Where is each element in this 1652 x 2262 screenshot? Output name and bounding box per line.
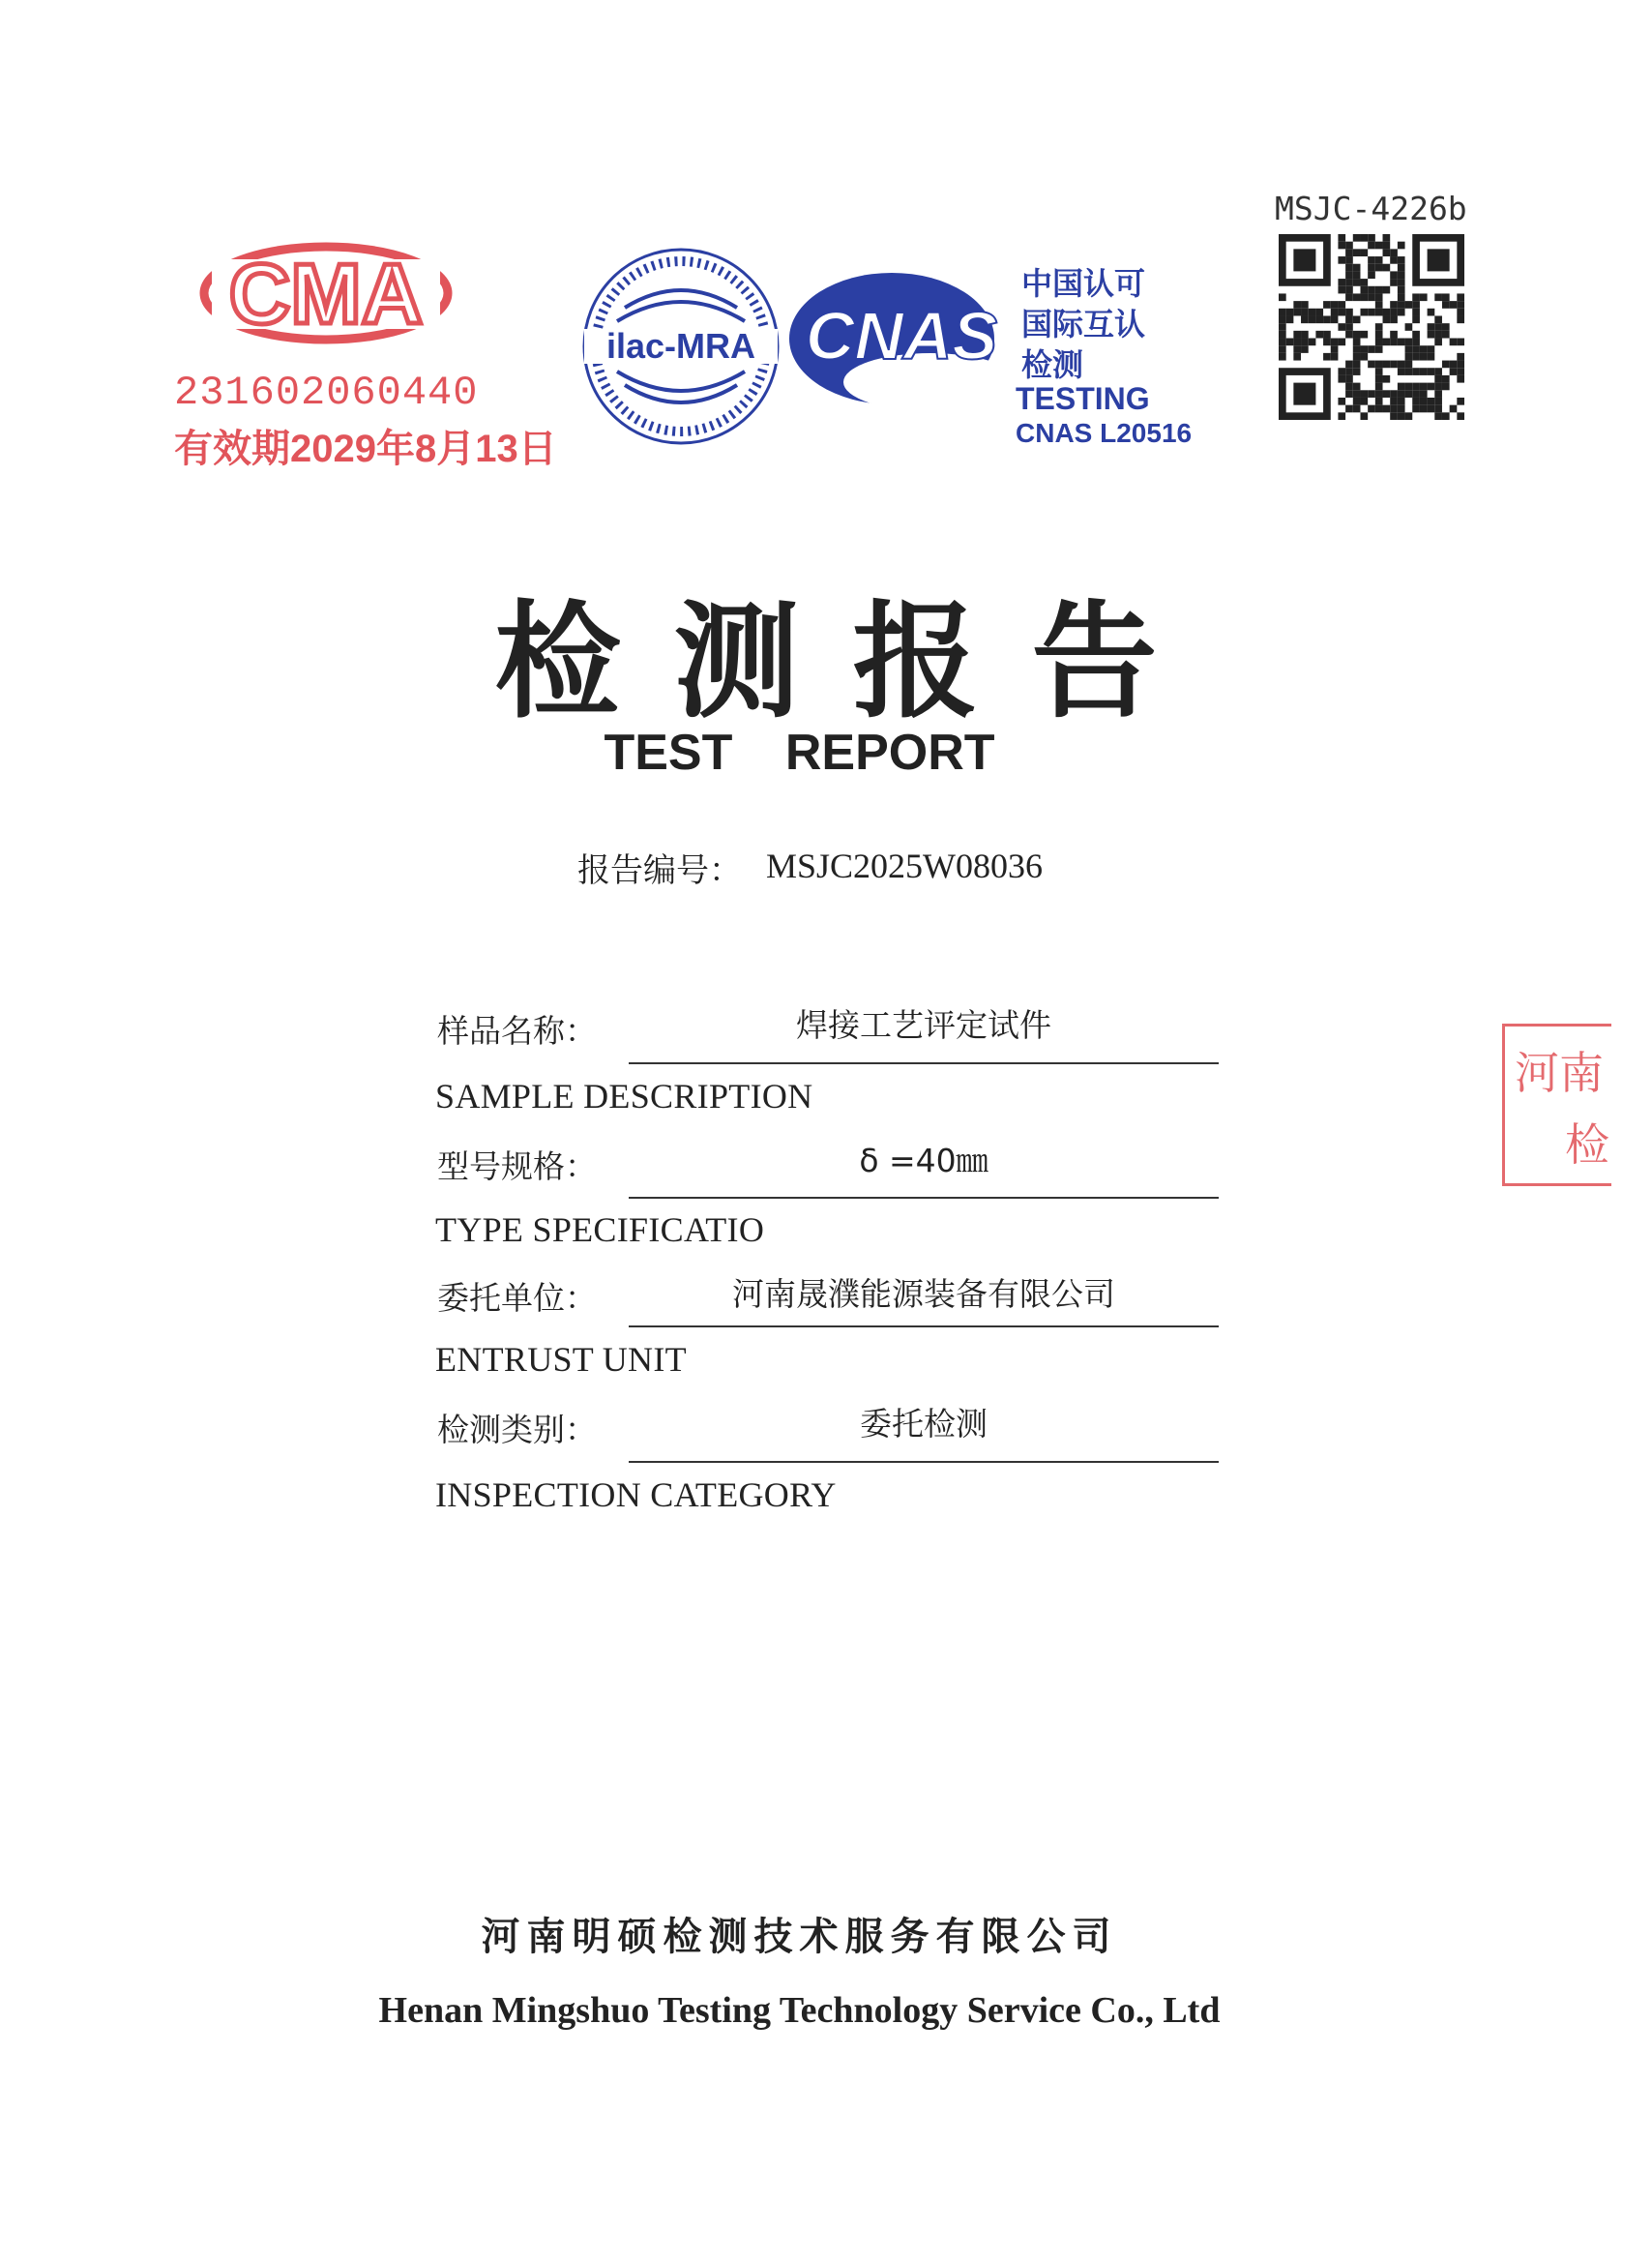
- inspection-category-label-cn: 检测类别：: [437, 1411, 597, 1448]
- side-stamp-line2: 检: [1565, 1118, 1609, 1171]
- cma-logo-text: CMA: [228, 246, 424, 342]
- cnas-logo-text: CNAS: [805, 298, 998, 373]
- title-en: TEST REPORT: [604, 725, 995, 781]
- type-specification-label: TYPE SPECIFICATIO: [435, 1210, 765, 1249]
- cma-logo: [198, 240, 455, 346]
- type-spec-label: 型号规格：: [437, 1147, 597, 1185]
- cma-number: 231602060440: [174, 370, 479, 416]
- cnas-cn-line1: 中国认可: [1021, 266, 1146, 301]
- sample-name-value: 焊接工艺评定试件: [796, 1006, 1051, 1044]
- entrust-unit-label-cn: 委托单位：: [437, 1279, 597, 1317]
- entrust-unit-label-en: ENTRUST UNIT: [435, 1340, 687, 1379]
- side-stamp-line1: 河南: [1515, 1047, 1604, 1099]
- cnas-logo: [785, 266, 1018, 411]
- qr-code-icon: [1279, 234, 1464, 420]
- cnas-cn-line2: 国际互认: [1021, 307, 1146, 342]
- type-spec-underline: [629, 1197, 1219, 1199]
- cma-validity: 有效期2029年8月13日: [174, 428, 557, 470]
- company-name-cn: 河南明硕检测技术服务有限公司: [481, 1915, 1118, 1959]
- entrust-unit-value: 河南晟濮能源装备有限公司: [732, 1275, 1115, 1313]
- entrust-unit-underline: [629, 1325, 1219, 1327]
- ilac-logo-text: ilac-MRA: [605, 326, 756, 366]
- qr-label: MSJC-4226b: [1275, 190, 1467, 227]
- cnas-testing-label: TESTING: [1016, 381, 1150, 416]
- company-name-en: Henan Mingshuo Testing Technology Service Co., Ltd: [378, 1990, 1221, 2031]
- sample-name-underline: [629, 1062, 1219, 1064]
- sample-description-label: SAMPLE DESCRIPTION: [435, 1077, 813, 1116]
- report-number-value: MSJC2025W08036: [766, 847, 1044, 885]
- ilac-mra-logo: [578, 244, 783, 449]
- sample-name-label: 样品名称：: [437, 1012, 597, 1050]
- side-stamp: [1502, 1024, 1611, 1186]
- title-cn: 检测报告: [494, 587, 1211, 735]
- report-number-label: 报告编号：: [577, 851, 742, 890]
- inspection-category-underline: [629, 1461, 1219, 1463]
- cnas-cn-line3: 检测: [1021, 347, 1084, 382]
- cnas-code: CNAS L20516: [1016, 418, 1193, 448]
- type-spec-value: δ =40㎜: [859, 1142, 988, 1179]
- inspection-category-label-en: INSPECTION CATEGORY: [435, 1475, 837, 1514]
- inspection-category-value: 委托检测: [860, 1405, 988, 1443]
